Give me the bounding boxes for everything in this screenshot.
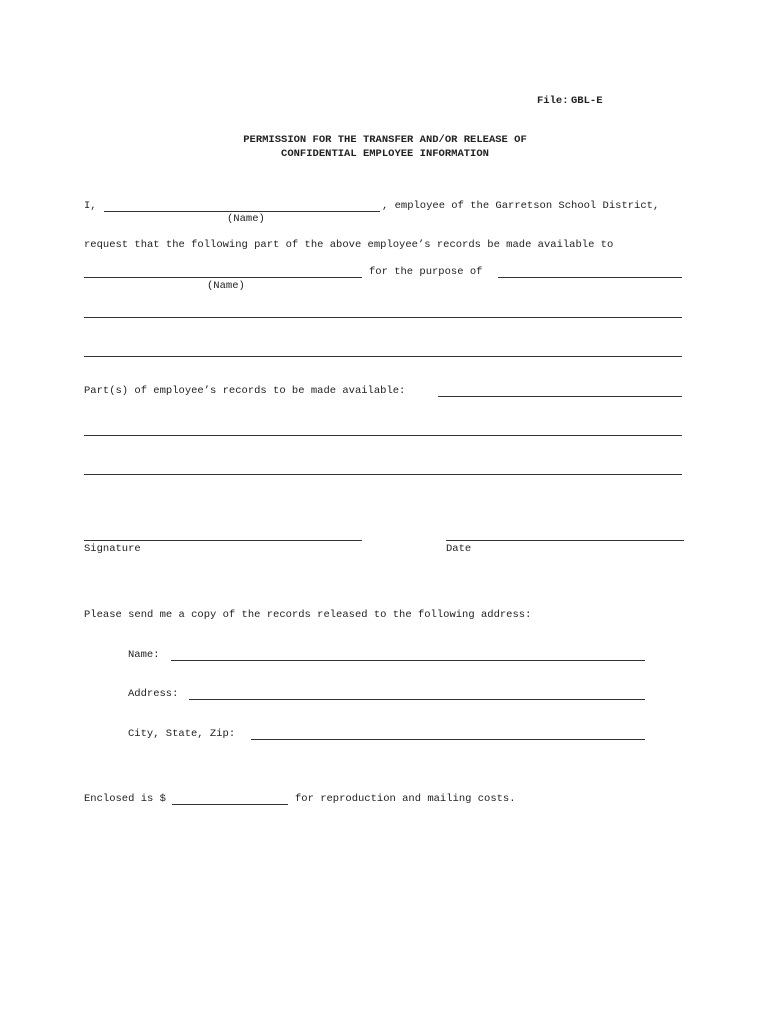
enclosed-prefix: Enclosed is $ <box>84 793 166 805</box>
parts-label: Part(s) of employee’s records to be made available: <box>84 385 406 397</box>
file-code: GBL-E <box>571 95 603 107</box>
purpose-line-3[interactable] <box>84 356 682 357</box>
line1-suffix: , employee of the Garretson School District, <box>382 200 660 212</box>
enclosed-suffix: for reproduction and mailing costs. <box>295 793 516 805</box>
date-label: Date <box>446 543 472 555</box>
send-copy-text: Please send me a copy of the records released to the following address: <box>84 609 532 621</box>
address-label: Address: <box>128 688 179 700</box>
signature-label: Signature <box>84 543 141 555</box>
purpose-field[interactable] <box>498 277 682 278</box>
line1-prefix: I, <box>84 200 97 212</box>
parts-line-3[interactable] <box>84 474 682 475</box>
purpose-line-2[interactable] <box>84 317 682 318</box>
date-field[interactable] <box>446 540 684 541</box>
recipient-name-field[interactable] <box>84 277 362 278</box>
address-name-label: Name: <box>128 649 160 661</box>
city-state-zip-label: City, State, Zip: <box>128 728 236 740</box>
address-name-field[interactable] <box>171 660 645 661</box>
request-text: request that the following part of the above employee’s records be made available to <box>84 239 614 251</box>
form-title-line2: CONFIDENTIAL EMPLOYEE INFORMATION <box>281 148 489 160</box>
file-label: File: <box>537 95 569 107</box>
for-purpose-text: for the purpose of <box>369 266 483 278</box>
parts-field[interactable] <box>438 396 682 397</box>
parts-line-2[interactable] <box>84 435 682 436</box>
form-title-line1: PERMISSION FOR THE TRANSFER AND/OR RELEASE OF <box>243 134 527 146</box>
name-caption: (Name) <box>227 213 265 225</box>
name-caption-2: (Name) <box>207 280 245 292</box>
address-field[interactable] <box>189 699 645 700</box>
city-state-zip-field[interactable] <box>251 739 645 740</box>
signature-field[interactable] <box>84 540 362 541</box>
employee-name-field[interactable] <box>104 211 380 212</box>
enclosed-amount-field[interactable] <box>172 804 288 805</box>
